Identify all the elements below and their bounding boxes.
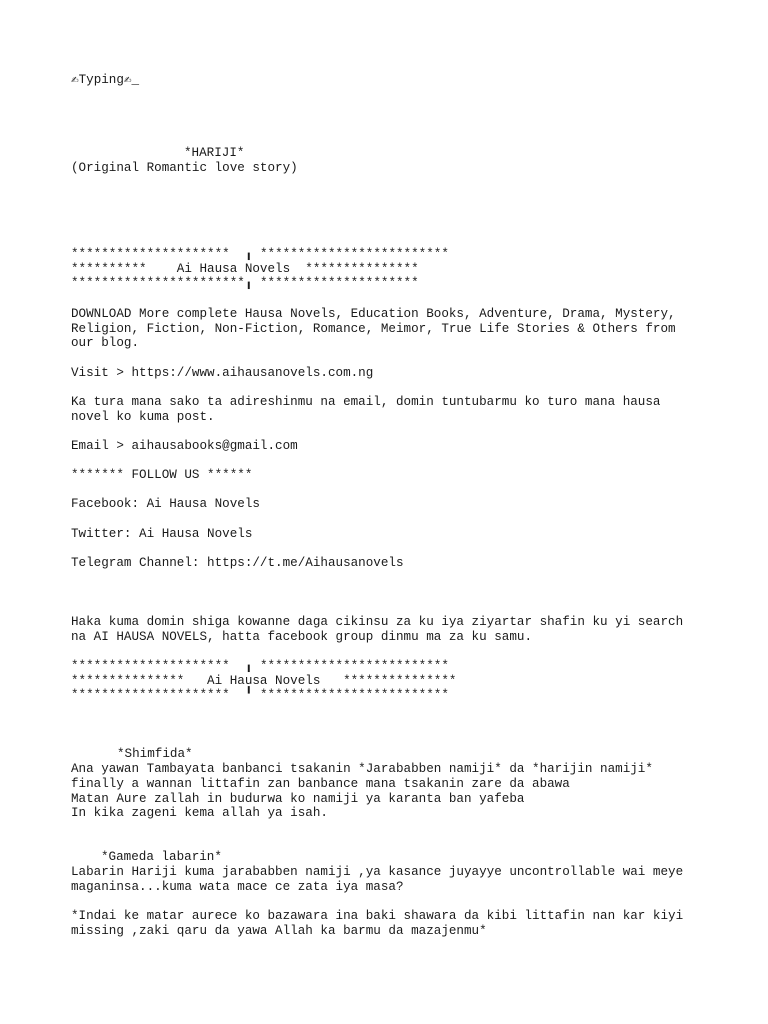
- download-line: DOWNLOAD More complete Hausa Novels, Education Books, Adventure, Drama, Mystery,: [71, 307, 676, 321]
- story-title: *HARIJI*: [184, 146, 245, 160]
- shimfida-line: Ana yawan Tambayata banbanci tsakanin *Jarababben namiji* da *harijin namiji*: [71, 762, 653, 776]
- shimfida-line: Matan Aure zallah in budurwa ko namiji ya karanta ban yafeba: [71, 792, 525, 806]
- shimfida-line: In kika zageni kema allah ya isah.: [71, 806, 328, 820]
- typing-indicator: ✍Typing✍_: [71, 73, 140, 87]
- shimfida-line: finally a wannan littafin zan banbance mana tsakanin zare da abawa: [71, 777, 570, 791]
- follow-heading: ******* FOLLOW US ******: [71, 468, 253, 482]
- download-line: our blog.: [71, 336, 140, 350]
- contact-line: novel ko kuma post.: [71, 410, 215, 424]
- facebook-line: Facebook: Ai Hausa Novels: [71, 497, 260, 511]
- gameda-line: Labarin Hariji kuma jarababben namiji ,ya kasance juyayye uncontrollable wai meye: [71, 865, 684, 879]
- telegram-line: Telegram Channel: https://t.me/Aihausanovels: [71, 556, 404, 570]
- gameda-line: maganinsa...kuma wata mace ce zata iya masa?: [71, 880, 404, 894]
- advice-line: missing ,zaki qaru da yawa Allah ka barmu da mazajenmu*: [71, 924, 487, 938]
- twitter-line: Twitter: Ai Hausa Novels: [71, 527, 253, 541]
- search-info-line: Haka kuma domin shiga kowanne daga cikinsu za ku iya ziyartar shafin ku yi search: [71, 615, 684, 629]
- banner-line: ********************* ╻ *************************: [71, 247, 449, 261]
- contact-line: Ka tura mana sako ta adireshinmu na email, domin tuntubarmu ko turo mana hausa: [71, 395, 661, 409]
- email-line: Email > aihausabooks@gmail.com: [71, 439, 298, 453]
- download-line: Religion, Fiction, Non-Fiction, Romance, Meimor, True Life Stories & Others from: [71, 322, 676, 336]
- banner-line: ********************* ╹ *************************: [71, 688, 449, 702]
- story-subtitle: (Original Romantic love story): [71, 161, 298, 175]
- search-info-line: na AI HAUSA NOVELS, hatta facebook group dinmu ma za ku samu.: [71, 630, 533, 644]
- advice-line: *Indai ke matar aurece ko bazawara ina baki shawara da kibi littafin nan kar kiyi: [71, 909, 684, 923]
- banner-line: ********************* ╻ *************************: [71, 659, 449, 673]
- section-heading-shimfida: *Shimfida*: [117, 747, 193, 761]
- banner-line: ***********************╻ *********************: [71, 276, 419, 290]
- section-heading-gameda: *Gameda labarin*: [101, 850, 222, 864]
- visit-line: Visit > https://www.aihausanovels.com.ng: [71, 366, 374, 380]
- banner-line: *************** Ai Hausa Novels ***************: [71, 674, 457, 688]
- banner-line: ********** Ai Hausa Novels ***************: [71, 262, 419, 276]
